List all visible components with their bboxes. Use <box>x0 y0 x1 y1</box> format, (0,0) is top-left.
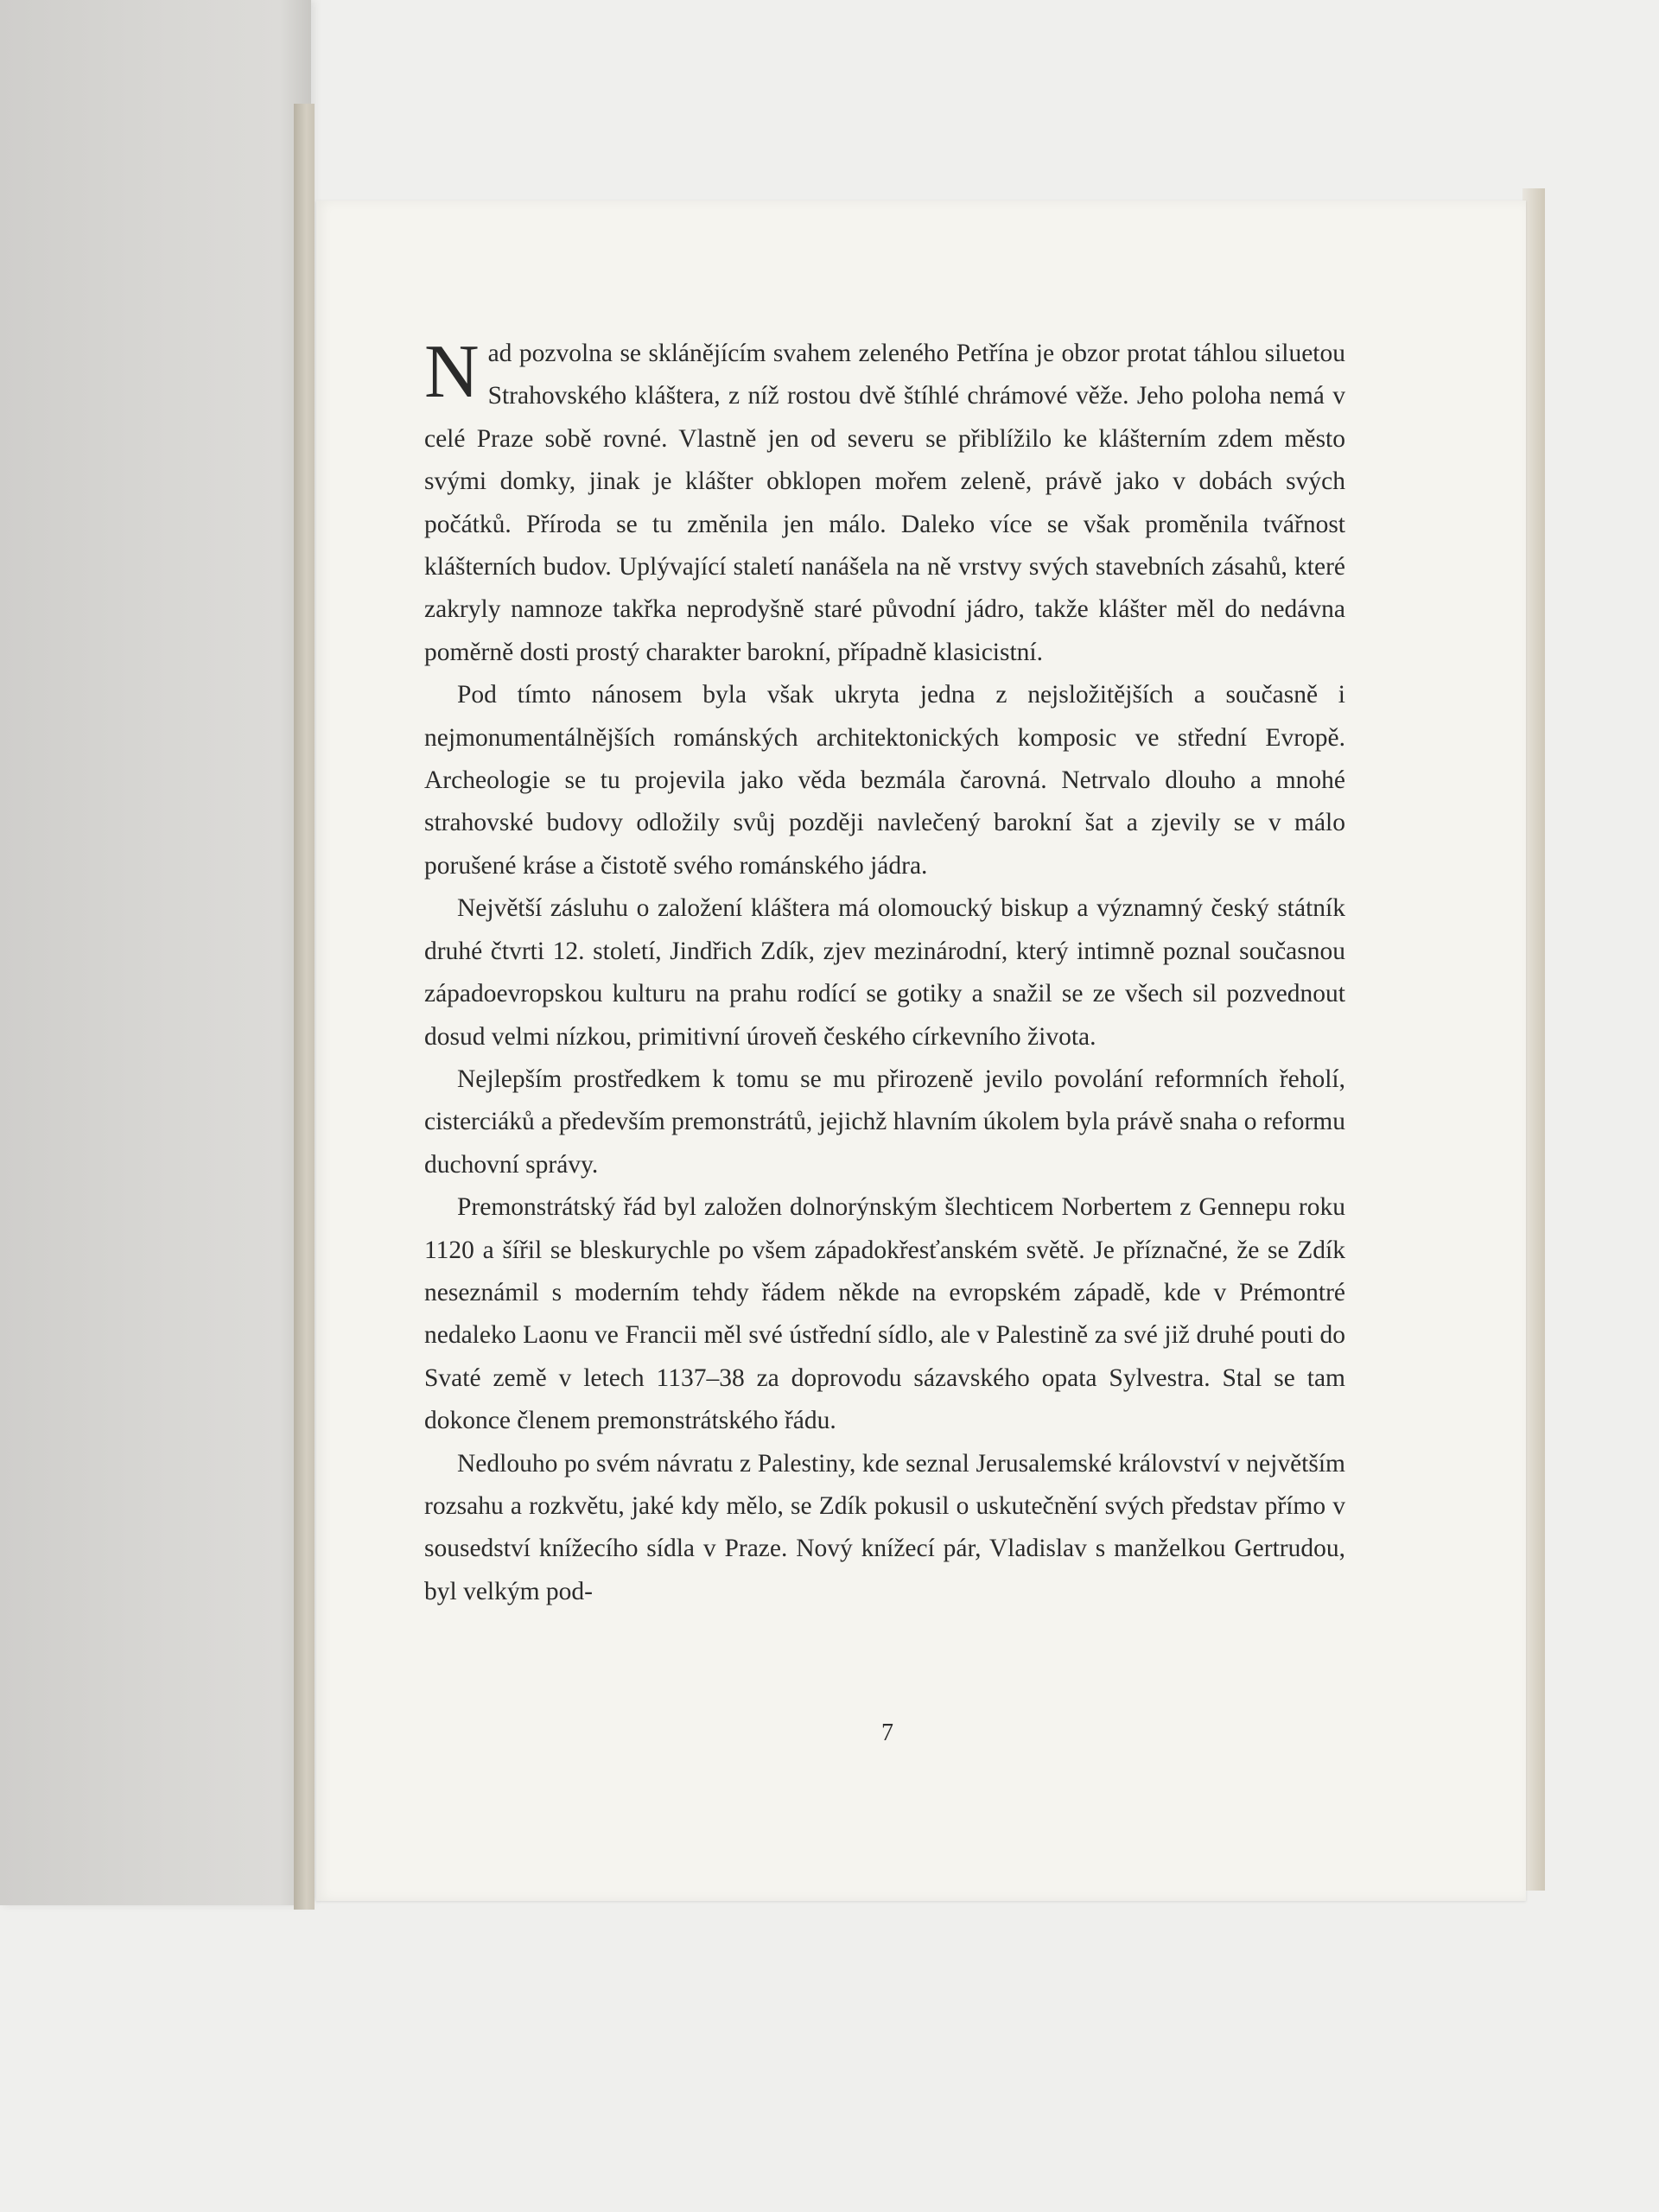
paragraph-1 <box>424 330 1345 674</box>
paragraph-3: Největší zásluhu o založení kláštera má olomoucký biskup a významný český státník druhé čtvrti 12. století, Jindřich Zdík, zjev mezinárodní, který intimně poznal současnou západoevropskou kulturu na prahu rodící se gotiky a snažil se ze všech sil pozvednout dosud velmi nízkou, primitivní úroveň českého církevního života. <box>424 894 1345 1051</box>
paragraph-4: Nejlepším prostředkem k tomu se mu přirozeně jevilo povolání reformních řeholí, cisterciáků a především premonstrátů, jejichž hlavním úkolem byla právě snaha o reformu duchovní správy. <box>424 1065 1345 1179</box>
page-number: 7 <box>881 1719 893 1746</box>
paragraph-2: Pod tímto nánosem byla však ukryta jedna z nejsložitějších a současně i nejmonumentálnějších románských architektonických komposic ve střední Evropě. Archeologie se tu projevila jako věda bezmála čarovná. Netrvalo dlouho a mnohé strahovské budovy odložily svůj později navlečený barokní šat a zjevily se v málo porušené kráse a čistotě svého románského jádra. <box>424 681 1345 880</box>
left-page-edge <box>294 104 315 1910</box>
drop-cap: N <box>424 330 480 414</box>
paragraph-6: Nedlouho po svém návratu z Palestiny, kde seznal Jerusalemské království v největším rozsahu a rozkvětu, jaké kdy mělo, se Zdík pokusil o uskutečnění svých představ přímo v sousedství knížecího sídla v Praze. Nový knížecí pár, Vladislav s manželkou Gertrudou, byl velkým pod- <box>424 1449 1345 1605</box>
paragraph-1-text: ad pozvolna se sklánějícím svahem zeleného Petřína je obzor protat táhlou siluetou Strahovského kláštera, z níž rostou dvě štíhlé chrámové věže. Jeho poloha nemá v celé Praze sobě rovné. Vlastně jen od severu se přiblížilo ke klášterním zdem město svými domky, jinak je klášter obklopen mořem zeleně, právě jako v dobách svých počátků. Příroda se tu změnila jen málo. Daleko více se však proměnila tvářnost klášterních budov. Uplývající staletí nanášela na ně vrstvy svých stavebních zásahů, které zakryly namnoze takřka neprodyšně staré původní jádro, takže klášter měl do nedávna poměrně dosti prostý charakter barokní, případně klasicistní. <box>424 340 1345 666</box>
facing-blank-page <box>0 0 311 1905</box>
paragraph-5: Premonstrátský řád byl založen dolnorýnským šlechticem Norbertem z Gennepu roku 1120 a šířil se bleskurychle po všem západokřesťanském světě. Je příznačné, že se Zdík neseznámil s moderním tehdy řádem někde na evropském západě, kde v Prémontré nedaleko Laonu ve Francii měl své ústřední sídlo, ale v Palestině za své již druhé pouti do Svaté země v letech 1137–38 za doprovodu sázavského opata Sylvestra. Stal se tam dokonce členem premonstrátského řádu. <box>424 1193 1345 1435</box>
body-text <box>424 330 1345 1613</box>
